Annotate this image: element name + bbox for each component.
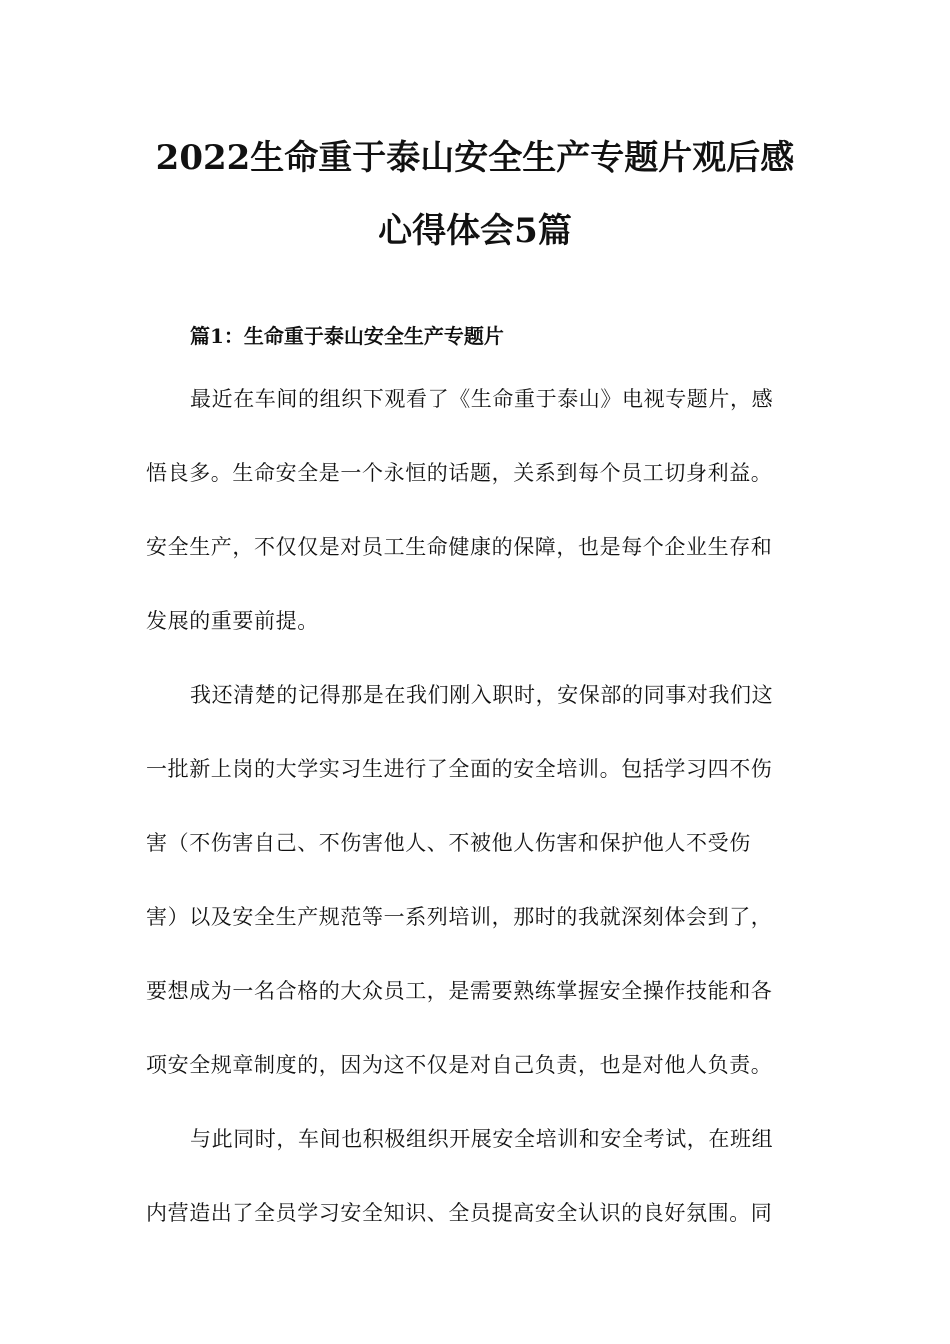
paragraph-line: 项安全规章制度的，因为这不仅是对自己负责，也是对他人负责。 — [146, 1053, 773, 1077]
paragraph-line: 发展的重要前提。 — [146, 609, 319, 633]
paragraph-line: 安全生产，不仅仅是对员工生命健康的保障，也是每个企业生存和 — [146, 535, 773, 559]
document-title-line-2: 心得体会5篇 — [378, 211, 572, 251]
paragraph-line: 害（不伤害自己、不伤害他人、不被他人伤害和保护他人不受伤 — [146, 831, 751, 855]
paragraph-line: 我还清楚的记得那是在我们刚入职时，安保部的同事对我们这 — [190, 683, 774, 707]
paragraph-line: 一批新上岗的大学实习生进行了全面的安全培训。包括学习四不伤 — [146, 757, 773, 781]
document-title-line-1: 2022生命重于泰山安全生产专题片观后感 — [155, 138, 795, 178]
paragraph-line: 与此同时，车间也积极组织开展安全培训和安全考试，在班组 — [190, 1127, 774, 1151]
paragraph-line: 内营造出了全员学习安全知识、全员提高安全认识的良好氛围。同 — [146, 1201, 773, 1225]
paragraph-line: 要想成为一名合格的大众员工，是需要熟练掌握安全操作技能和各 — [146, 979, 773, 1003]
paragraph-line: 害）以及安全生产规范等一系列培训，那时的我就深刻体会到了， — [146, 905, 773, 929]
section-heading: 篇1：生命重于泰山安全生产专题片 — [190, 324, 504, 348]
paragraph-line: 最近在车间的组织下观看了《生命重于泰山》电视专题片，感 — [190, 387, 774, 411]
paragraph-line: 悟良多。生命安全是一个永恒的话题，关系到每个员工切身利益。 — [146, 461, 773, 485]
